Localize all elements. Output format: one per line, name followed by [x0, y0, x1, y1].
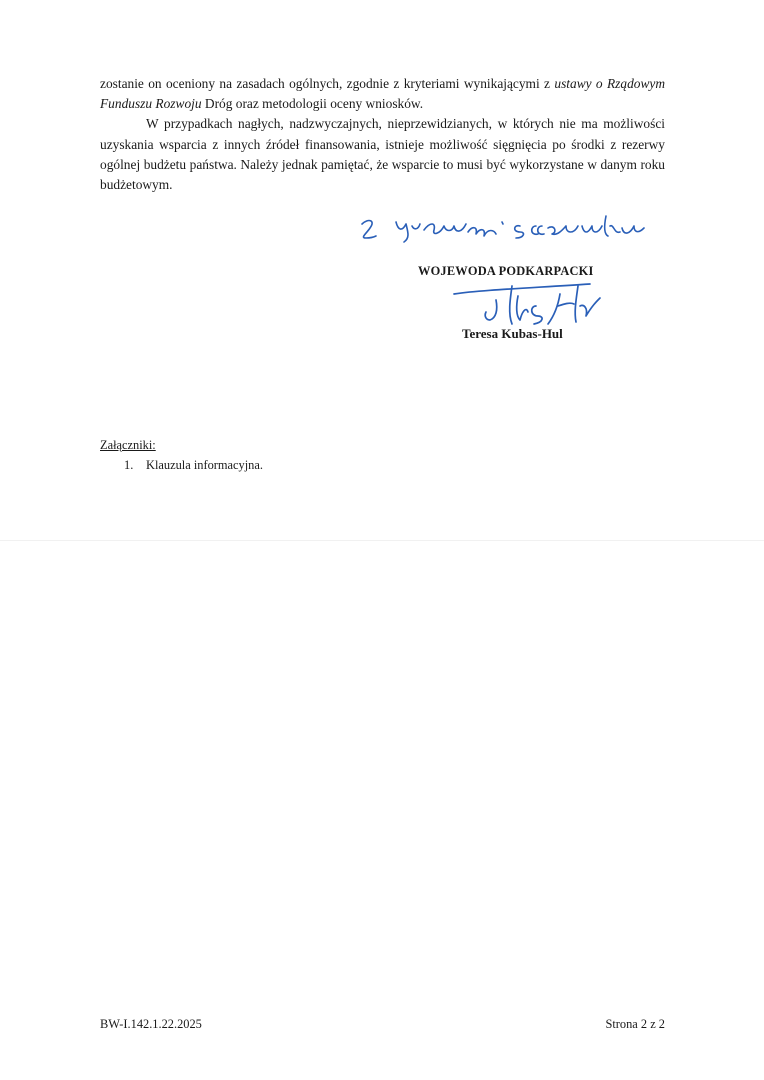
attachment-item: [100, 458, 263, 473]
scan-fold-line: [0, 540, 764, 541]
page-number: Strona 2 z 2: [605, 1017, 665, 1031]
attachment-number: 1.: [124, 458, 134, 472]
attachments-section: [100, 438, 263, 473]
handwritten-closing: [352, 208, 662, 248]
signature-block: [418, 264, 658, 354]
reference-number: BW-I.142.1.22.2025: [100, 1017, 202, 1031]
attachments-heading: Załączniki:: [100, 438, 156, 452]
paragraph-1-end: Dróg oraz metodologii oceny wniosków.: [201, 96, 424, 112]
signer-name: Teresa Kubas-Hul: [462, 326, 563, 341]
paragraph-1-text: zostanie on oceniony na zasadach ogólnych, zgodnie z kryteriami wynikającymi z: [100, 76, 555, 91]
letter-body: [100, 74, 665, 195]
paragraph-2: W przypadkach nagłych, nadzwyczajnych, nieprzewidzianych, w których nie ma możliwości uzyskania wsparcia z innych źródeł finansowania, istnieje możliwość sięgnięcia po środki z rezerwy ogólnej budżetu państwa. Należy jednak pamiętać, że wsparcie to musi być wykorzystane w danym roku budżetowym.: [100, 116, 665, 193]
act-title: ustawy o Rządowym Funduszu Rozwoju: [100, 76, 666, 112]
page-footer: [100, 1017, 665, 1032]
handwritten-signature: [440, 276, 620, 330]
signer-title: WOJEWODA PODKARPACKI: [418, 264, 594, 278]
paragraph-1: [100, 74, 665, 114]
attachment-label: Klauzula informacyjna.: [146, 458, 263, 472]
